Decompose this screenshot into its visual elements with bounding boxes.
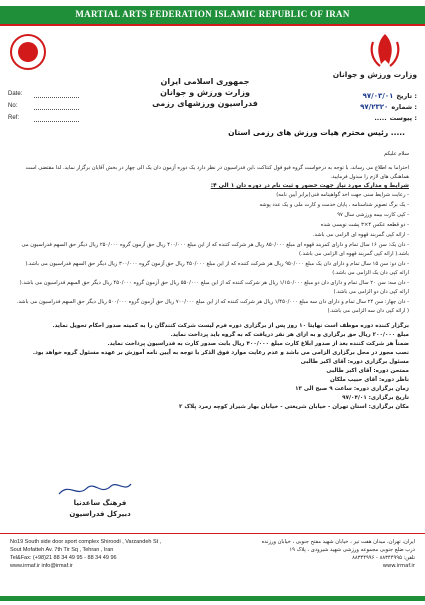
header-divider — [0, 24, 425, 26]
footer-line-fa: درب ضلع جنوبی مجموعه ورزشی شهید شیرودی ، پلاک ۱۹ — [289, 547, 415, 553]
list-item: - کپی کارت بیمه ورزشی سال ۹۷ — [337, 212, 409, 218]
meta-fields-fa — [360, 90, 417, 123]
footer-address-en — [10, 538, 200, 570]
date-label: تاریخ : — [396, 91, 417, 100]
footer-address-fa — [215, 538, 415, 570]
footer-bar — [0, 596, 425, 601]
footer-divider — [0, 533, 425, 534]
list-item: - دو قطعه عکس ۴×۳ پشت نویسی شده — [320, 222, 409, 228]
letterhead-title — [110, 76, 300, 109]
ministry-name: وزارت ورزش و جوانان — [332, 70, 417, 79]
signatory-title: دبیرکل فدراسیون — [69, 510, 131, 518]
note: نصب مجوز در محل برگزاری الزامی می باشد و عدم رعایت موارد فوق الذکر با توجه به آیین نامه آموزش بر عهده مسئول گروه خواهد بود. — [32, 350, 409, 356]
letterhead-line: جمهوری اسلامی ایران — [160, 77, 250, 86]
list-item: - یک برگ تصویر شناسنامه ، پایان خدمت و کارت ملی و یک عدد پوشه — [259, 202, 409, 208]
date-value: ۹۷/۰۳/۰۱ — [362, 91, 394, 100]
attachment-value: ..... — [374, 113, 387, 122]
federation-banner — [0, 6, 425, 24]
list-item: - ارائه کپی گمربند قهوه ای الزامی می باشد. — [312, 232, 409, 238]
date-label-en: Date: — [8, 91, 23, 97]
list-item: - دان دو: سن ۱۵ سال تمام و دارای دان یک مبلغ ۹۵۰/۰۰۰ ریال هر شرکت کننده که از این مبلغ ۴۵۰/۰۰۰ ریال حق آزمون گروه ۳۰۰/۰۰۰ ریال دیگر حق السهم فدراسیون می باشد.( ارائه کپی دان یک الزامی می باشد.) — [25, 261, 409, 276]
federation-title: MARTIAL ARTS FEDERATION ISLAMIC REPUBLIC OF IRAN — [75, 9, 350, 19]
attachment-label: پیوست : — [389, 113, 417, 122]
requirements-heading: شرایط و مدارک مورد نیاز جهت حضور و ثبت نام در دوره دان ۱ الی ۴: — [210, 183, 409, 189]
detail-line: ناظر دوره: آقای حبیب ملکان — [329, 377, 409, 383]
footer-line-fa: www.irmaf.ir — [382, 563, 415, 569]
requirements-list — [16, 191, 409, 316]
ref-label-en: Ref: — [8, 115, 20, 121]
letterhead-line: فدراسیون ورزشهای رزمی — [152, 99, 258, 108]
detail-line: تاریخ برگزاری: ۹۷/۰۴/۰۱ — [342, 395, 409, 401]
intro-paragraph: احتراما به اطلاع می رساند، با توجه به درخواست گروه فیو فول کنتاکت ،این فدراسیون در نظر دارد یک دوره آزمون دان یک الی چهار در بخش آقایان برگزار نماید. لذا مقتضی است هماهنگی های لازم را مبذول فرمایید. — [25, 165, 409, 180]
meta-fields-en — [8, 88, 79, 124]
list-item: - دان یک: سن ۱۶ سال تمام و دارای کمربند قهوه ای مبلغ ۸۵۰/۰۰۰ ریال هر شرکت کننده که از این مبلغ ۴۰۰/۰۰۰ ریال حق آزمون گروه ۲۵۰/۰۰۰ ریال دیگر حق السهم فدراسیون می باشد.( ارائه کپی گمربند قهوه ای الزامی می باشد.) — [21, 242, 409, 257]
signatory-name: فرهنگ ساعدنیا — [73, 499, 127, 507]
note: برگزار کننده دوره موظف است نهایتا ۱۰ روز پس از برگزاری دوره فرم لیست شرکت کنندگان را به کمیته صدور احکام تحویل نماید. — [52, 323, 409, 329]
footer-line-en: Sout Mofatteh Av. 7th Tir Sq , Tehran , Iran — [10, 547, 114, 553]
list-item: - دان چهار: سن ۲۴ سال تمام و دارای دان سه مبلغ ۱/۴۵۰/۰۰۰ ریال هر شرکت کننده که از این مبلغ ۷۰۰/۰۰۰ ریال حق آزمون گروه ۵۰۰/۰۰۰ ریال دیگر حق السهم فدراسیون می باشد.( ارائه کپی دان سه الزامی می باشد.) — [16, 299, 409, 314]
note: مبلغ ۲۰۰/۰۰۰ ریال حق برگزاری و به ازای هر نفر دریافت که به گروه باید پرداخت نماید. — [170, 332, 409, 338]
detail-line: مسئول برگزاری دوره: آقای اکبر طالبی — [300, 359, 409, 365]
footer-line-fa: تلفن: ۸۸۳۴۴۹۹۵ - ۸۸۳۴۴۹۹۶ — [352, 555, 415, 561]
number-value: ۹۷/۲۳۲۰ — [360, 102, 389, 111]
footer-line-fa: ایران، تهران، میدان هفت تیر ، خیابان شهید مفتح جنوبی ، خیابان ورزنده — [261, 539, 415, 545]
signature-icon — [55, 478, 135, 500]
letter-body — [16, 150, 409, 412]
number-label-en: No: — [8, 103, 18, 109]
detail-line: ممتحن دوره: آقای اکبر طالبی — [326, 368, 409, 374]
iran-emblem-icon — [367, 30, 403, 70]
federation-logo-icon — [10, 34, 46, 70]
note: ضمناً هر شرکت کننده بعد از صدور ابلاغ کارت مبلغ ۴۰۰/۰۰۰ ریال بابت صدور کارت به فدراسیون پرداخت نماید. — [107, 341, 409, 347]
signatory — [40, 498, 160, 520]
number-label: شماره : — [391, 102, 417, 111]
detail-line: مکان برگزاری: استان تهران - خیابان شریعتی - خیابان بهار شیراز کوچه زمرد پلاک ۲ — [178, 404, 409, 410]
footer-line-en: www.irmaf.ir info@irmaf.ir — [10, 563, 73, 569]
detail-line: زمان برگزاری دوره: ساعت ۹ صبح الی ۱۳ — [295, 386, 409, 392]
number-field-en — [34, 102, 79, 110]
addressee: رئیس محترم هیات ورزش های رزمی استان ..... — [228, 128, 405, 137]
list-item: - رعایت شرایط سنی جهت اخذ گواهینامه فنی(برابر آیین نامه) — [276, 192, 409, 198]
footer-line-en: No19 South side door sport complex Shiroodi , Varzandeh St , — [10, 539, 162, 545]
footer-line-en: Tel&Fax: (+98)21 88 34 49 95 - 88 34 49 96 — [10, 555, 117, 561]
letterhead-line: وزارت ورزش و جوانان — [160, 88, 250, 97]
date-field-en — [34, 90, 79, 98]
ref-field-en — [34, 114, 79, 122]
list-item: - دان سه: سن ۲۰ سال تمام و دارای دان دو مبلغ ۱/۱۵۰/۰۰۰ ریال هر شرکت کننده که از این مبلغ ۵۵۰/۰۰۰ ریال حق آزمون گروه ۴۵۰/۰۰۰ ریال دیگر حق السهم فدراسیون می باشد.( ارائه کپی دان دو الزامی می باشد.) — [19, 280, 409, 295]
greeting: سلام علیکم — [384, 151, 409, 157]
